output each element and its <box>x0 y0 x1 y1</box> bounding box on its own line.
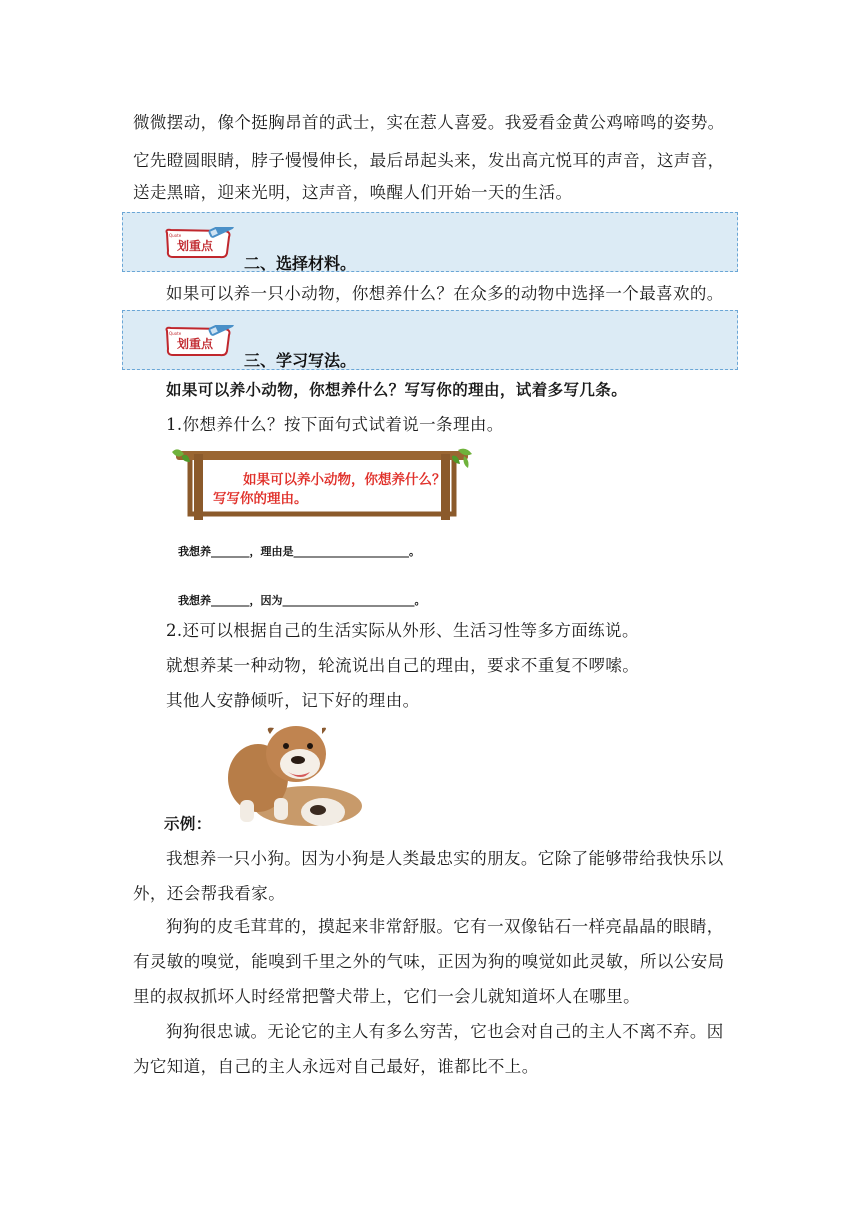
badge-small-label: Quote <box>169 331 182 336</box>
example-line-1: 我想养一只小狗。因为小狗是人类最忠实的朋友。它除了能够带给我快乐以 <box>166 849 724 868</box>
section-3-title: 三、学习写法。 <box>244 351 357 370</box>
instruction-a: 就想养某一种动物，轮流说出自己的理由，要求不重复不啰嗦。 <box>166 656 640 675</box>
sign-line-2: 写写你的理由。 <box>213 491 308 507</box>
example-line-5: 里的叔叔抓坏人时经常把警犬带上，它们一会儿就知道坏人在哪里。 <box>133 987 640 1006</box>
section-3-box <box>122 310 738 370</box>
example-line-7: 为它知道，自己的主人永远对自己最好，谁都比不上。 <box>133 1057 539 1076</box>
example-line-2: 外，还会帮我看家。 <box>133 884 286 903</box>
fill-in-sentence-1: 我想养_______，理由是_____________________。 <box>178 545 420 558</box>
section-3-prompt: 如果可以养小动物，你想养什么？写写你的理由，试着多写几条。 <box>166 381 628 399</box>
badge-label: 划重点 <box>177 337 214 351</box>
bulldog-puppies-image <box>218 720 370 830</box>
badge-label: 划重点 <box>177 239 214 253</box>
section-2-box <box>122 212 738 272</box>
instruction-b: 其他人安静倾听，记下好的理由。 <box>166 691 420 710</box>
sign-line-1: 如果可以养小动物，你想养什么？ <box>243 472 446 488</box>
highlight-badge-icon <box>163 227 237 261</box>
intro-line-1: 微微摆动，像个挺胸昂首的武士，实在惹人喜爱。我爱看金黄公鸡啼鸣的姿势。 <box>133 113 725 132</box>
step-1: 1.你想养什么？按下面句式试着说一条理由。 <box>166 415 504 434</box>
fill-in-sentence-2: 我想养_______，因为________________________。 <box>178 594 426 607</box>
intro-line-3: 送走黑暗，迎来光明，这声音，唤醒人们开始一天的生活。 <box>133 183 573 202</box>
intro-line-2: 它先瞪圆眼睛，脖子慢慢伸长，最后昂起头来，发出高亢悦耳的声音，这声音， <box>133 151 725 170</box>
section-2-title: 二、选择材料。 <box>244 254 357 273</box>
example-line-6: 狗狗很忠诚。无论它的主人有多么穷苦，它也会对自己的主人不离不弃。因 <box>166 1022 724 1041</box>
section-2-body: 如果可以养一只小动物，你想养什么？在众多的动物中选择一个最喜欢的。 <box>166 284 724 303</box>
example-line-3: 狗狗的皮毛茸茸的，摸起来非常舒服。它有一双像钻石一样亮晶晶的眼睛， <box>166 917 724 936</box>
example-line-4: 有灵敏的嗅觉，能嗅到千里之外的气味，正因为狗的嗅觉如此灵敏，所以公安局 <box>133 952 725 971</box>
highlight-badge-icon <box>163 325 237 359</box>
badge-small-label: Quote <box>169 233 182 238</box>
example-label: 示例： <box>164 815 212 833</box>
step-2: 2.还可以根据自己的生活实际从外形、生活习性等多方面练说。 <box>166 621 639 640</box>
